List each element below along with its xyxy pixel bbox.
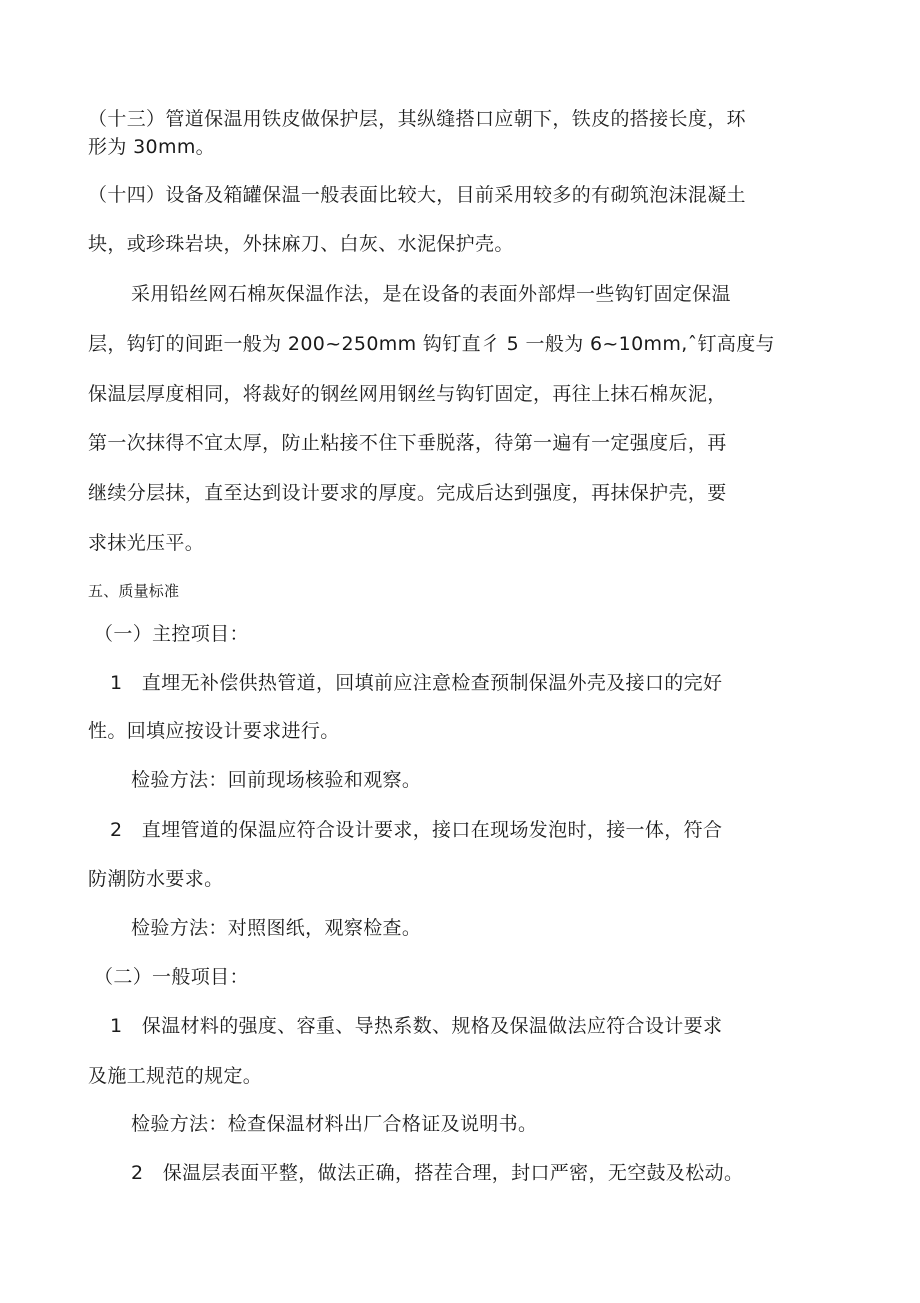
item-2-line-2: 防潮防水要求。 (88, 868, 224, 890)
para-method-line-6: 求抹光压平。 (88, 532, 205, 554)
para-13-line-2: 形为 30mm。 (88, 136, 216, 158)
para-method-line-3: 保温层厚度相同，将裁好的钢丝网用钢丝与钩钉固定，再往上抹石棉灰泥， (88, 383, 727, 405)
item-1-line-2: 性。回填应按设计要求进行。 (88, 720, 340, 742)
general-item-1-line-2: 及施工规范的规定。 (88, 1065, 263, 1087)
item-2-inspection-method: 检验方法：对照图纸，观察检查。 (131, 917, 422, 939)
para-method-line-5: 继续分层抹，直至达到设计要求的厚度。完成后达到强度，再抹保护壳，要 (88, 482, 727, 504)
para-13-line-1: （十三）管道保温用铁皮做保护层，其纵缝搭口应朝下，铁皮的搭接长度，环 (88, 108, 746, 130)
item-1-line-1: 1 直埋无补偿供热管道，回填前应注意检查预制保温外壳及接口的完好 (110, 672, 723, 694)
item-2-line-1: 2 直埋管道的保温应符合设计要求，接口在现场发泡时，接一体，符合 (110, 819, 723, 841)
para-method-line-2: 层，钩钉的间距一般为 200~250mm 钩钉直彳 5 一般为 6~10mm,ˆ钉高度与 (88, 333, 775, 355)
item-1-inspection-method: 检验方法：回前现场核验和观察。 (131, 769, 422, 791)
general-item-1-inspection-method: 检验方法：检查保温材料出厂合格证及说明书。 (131, 1113, 538, 1135)
para-method-line-1: 采用铅丝网石棉灰保温作法，是在设备的表面外部焊一些钩钉固定保温 (131, 283, 731, 305)
para-14-line-2: 块，或珍珠岩块，外抹麻刀、白灰、水泥保护壳。 (88, 233, 514, 255)
para-14-line-1: （十四）设备及箱罐保温一般表面比较大，目前采用较多的有砌筑泡沫混凝土 (88, 184, 746, 206)
section-heading-quality-standard: 五、质量标准 (88, 582, 180, 600)
general-item-2-line-1: 2 保温层表面平整，做法正确，搭茬合理，封口严密，无空鼓及松动。 (131, 1162, 744, 1184)
subheading-general-items: （二）一般项目： (94, 966, 249, 988)
subheading-main-control: （一）主控项目： (94, 623, 249, 645)
general-item-1-line-1: 1 保温材料的强度、容重、导热系数、规格及保温做法应符合设计要求 (110, 1015, 723, 1037)
para-method-line-4: 第一次抹得不宜太厚，防止粘接不住下垂脱落，待第一遍有一定强度后，再 (88, 432, 727, 454)
